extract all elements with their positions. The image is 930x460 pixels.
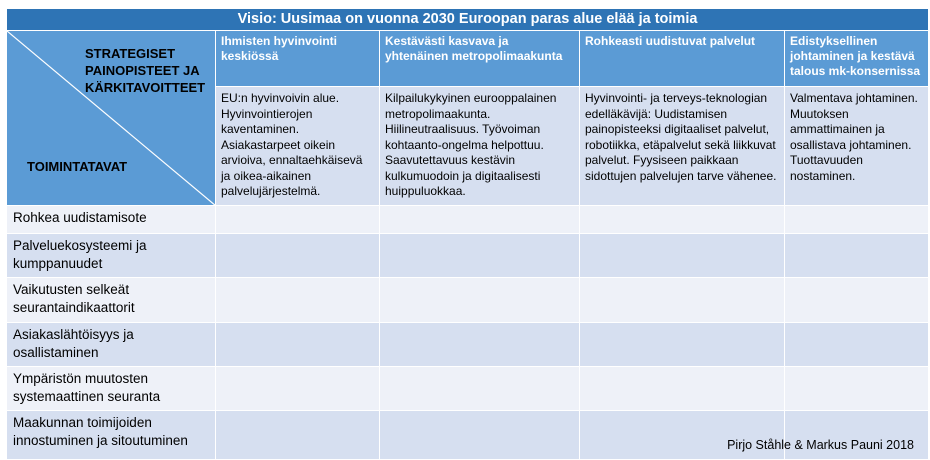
table-cell [580, 367, 785, 411]
table-cell [580, 206, 785, 234]
column-header: Ihmisten hyvinvointi keskiössä [216, 31, 380, 87]
row-label: Asiakaslähtöisyys ja osallistaminen [7, 323, 216, 367]
strategy-matrix [6, 8, 929, 460]
column-description: Hyvinvointi- ja terveys-teknologian edelläkävijä: Uudistamisen painopisteeksi digitaaliset palvelut, robotiikka, etäpalvelut sekä liikkuvat palvelut. Fyysiseen paikkaan sidottujen palvelujen tarve vähenee. [580, 87, 785, 206]
row-label: Rohkea uudistamisote [7, 206, 216, 234]
row-label: Palveluekosysteemi ja kumppanuudet [7, 234, 216, 278]
row-label: Ympäristön muutosten systemaattinen seuranta [7, 367, 216, 411]
table-cell [216, 411, 380, 460]
table-cell [380, 278, 580, 323]
column-header: Rohkeasti uudistuvat palvelut [580, 31, 785, 87]
table-cell [785, 234, 929, 278]
table-row [7, 278, 929, 323]
corner-bottom-label: TOIMINTATAVAT [27, 159, 128, 174]
table-row [7, 411, 929, 460]
column-description: Valmentava johtaminen. Muutoksen ammattimainen ja osallistava johtaminen. Tuottavuuden nostaminen. [785, 87, 929, 206]
table-row [7, 206, 929, 234]
table-row [7, 323, 929, 367]
table-row [7, 367, 929, 411]
table-cell [216, 367, 380, 411]
table-cell [380, 367, 580, 411]
table-cell [785, 323, 929, 367]
table-cell [580, 278, 785, 323]
table-cell [380, 234, 580, 278]
column-description: EU:n hyvinvoivin alue. Hyvinvointierojen kaventaminen. Asiakastarpeet oikein arvioiva, ennaltaehkäisevä ja oikea-aikainen palvelujärjestelmä. [216, 87, 380, 206]
table-cell [785, 206, 929, 234]
table-row [7, 234, 929, 278]
table-cell [216, 323, 380, 367]
table-cell [580, 234, 785, 278]
row-label: Vaikutusten selkeät seurantaindikaattorit [7, 278, 216, 323]
column-header: Edistyksellinen johtaminen ja kestävä talous mk-konsernissa [785, 31, 929, 87]
row-label: Maakunnan toimijoiden innostuminen ja sitoutuminen [7, 411, 216, 460]
table-cell [580, 323, 785, 367]
table-cell [216, 234, 380, 278]
column-description: Kilpailukykyinen eurooppalainen metropolimaakunta. Hiilineutraalisuus. Työvoiman kohtaanto-ongelma helpottuu. Saavutettavuus kestävin kulkumuodoin ja digitaalisesti huippuluokkaa. [380, 87, 580, 206]
table-cell [785, 411, 929, 460]
vision-title: Visio: Uusimaa on vuonna 2030 Euroopan paras alue elää ja toimia [7, 9, 929, 31]
column-header: Kestävästi kasvava ja yhtenäinen metropolimaakunta [380, 31, 580, 87]
table-cell [380, 411, 580, 460]
corner-top-label: STRATEGISET PAINOPISTEET JA KÄRKITAVOITTEET [85, 46, 206, 95]
corner-header [7, 31, 216, 206]
table-cell [580, 411, 785, 460]
author-credit: Pirjo Ståhle & Markus Pauni 2018 [727, 438, 914, 452]
table-cell [380, 206, 580, 234]
table-cell [380, 323, 580, 367]
table-cell [785, 278, 929, 323]
table-cell [785, 367, 929, 411]
table-cell [216, 278, 380, 323]
table-cell [216, 206, 380, 234]
